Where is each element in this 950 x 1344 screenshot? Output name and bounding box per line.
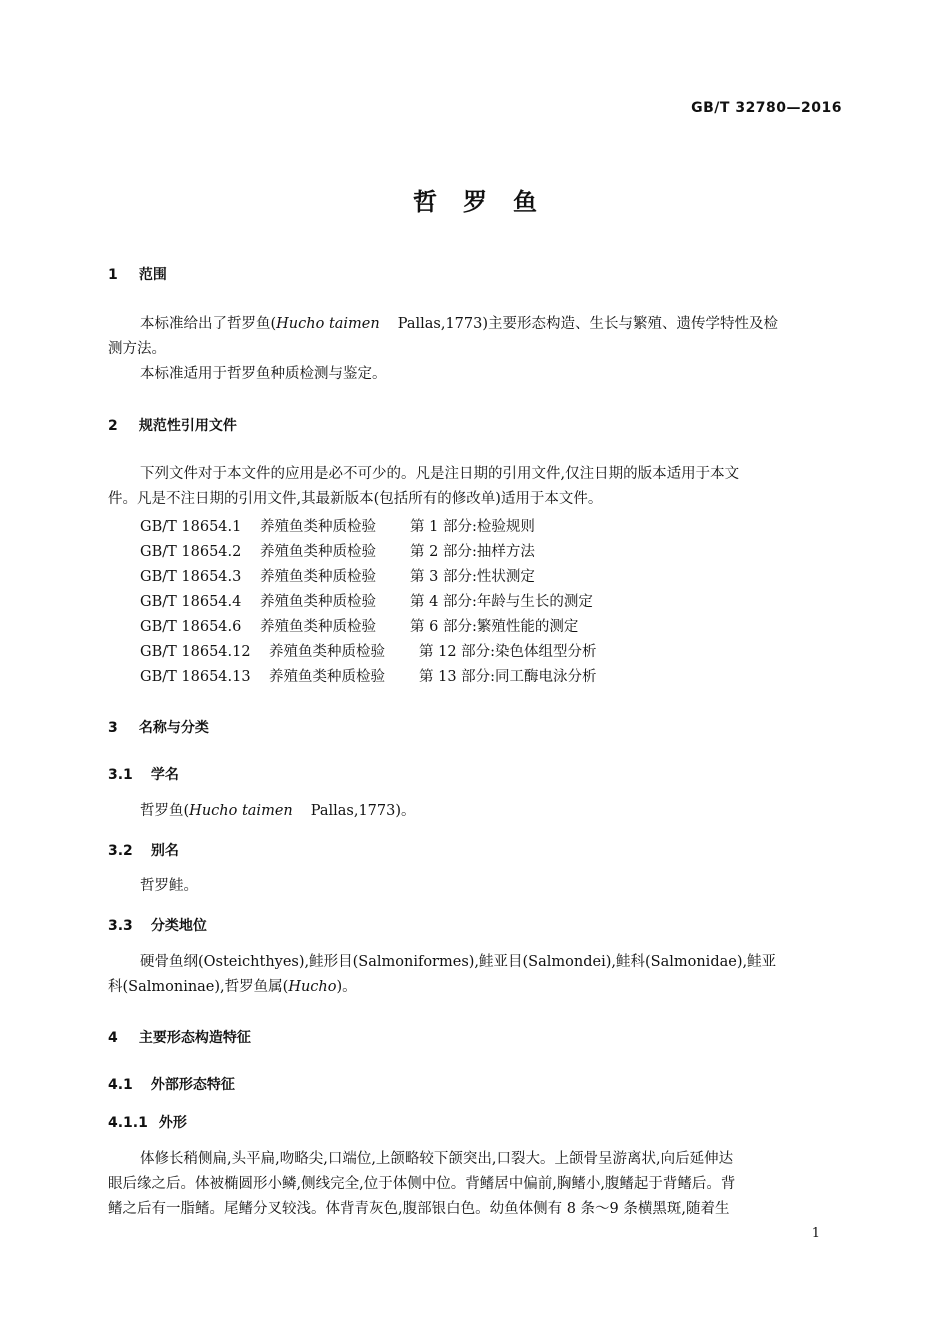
species-name: Hucho taimen	[276, 316, 380, 332]
reference-item	[140, 615, 578, 636]
ref-code: GB/T 18654.6	[140, 619, 242, 635]
ref-title: 养殖鱼类种质检验	[260, 594, 376, 610]
section-2-heading	[108, 415, 237, 435]
references-intro-line2: 件。凡是不注日期的引用文件,其最新版本(包括所有的修改单)适用于本文件。	[108, 491, 603, 507]
section-number: 1	[108, 267, 118, 283]
ref-part: 第 13 部分:同工酶电泳分析	[419, 669, 597, 685]
ref-part: 第 12 部分:染色体组型分析	[419, 644, 597, 660]
species-name: Hucho taimen	[189, 803, 293, 819]
text: Pallas,1773)。	[310, 803, 416, 819]
scientific-name-text	[140, 799, 416, 824]
ref-code: GB/T 18654.4	[140, 594, 242, 610]
text: 哲罗鱼(	[140, 803, 190, 819]
morphology-line2: 眼后缘之后。体被椭圆形小鳞,侧线完全,位于体侧中位。背鳍居中偏前,胸鳍小,腹鳍起于背鳍后。背	[108, 1176, 736, 1192]
section-number: 3.1	[108, 767, 133, 783]
section-title: 主要形态构造特征	[138, 1030, 251, 1046]
reference-item	[140, 540, 535, 561]
section-4-heading	[108, 1027, 251, 1047]
section-number: 3.2	[108, 843, 133, 859]
section-number: 2	[108, 418, 118, 434]
ref-title: 养殖鱼类种质检验	[260, 519, 376, 535]
scope-paragraph-line1	[140, 312, 778, 337]
section-title: 分类地位	[150, 918, 207, 934]
taxonomy-line1: 硬骨鱼纲(Osteichthyes),鲑形目(Salmoniformes),鲑亚目(Salmondei),鲑科(Salmonidae),鲑亚	[140, 954, 777, 970]
reference-item	[140, 640, 597, 661]
reference-item	[140, 565, 535, 586]
page-title: 哲罗鱼	[413, 188, 563, 216]
ref-part: 第 2 部分:抽样方法	[410, 544, 535, 560]
page-number: 1	[811, 1226, 820, 1241]
reference-item	[140, 665, 597, 686]
genus-name: Hucho	[288, 979, 337, 995]
section-number: 4	[108, 1030, 118, 1046]
ref-part: 第 3 部分:性状测定	[410, 569, 535, 585]
ref-code: GB/T 18654.3	[140, 569, 242, 585]
ref-title: 养殖鱼类种质检验	[260, 544, 376, 560]
morphology-line3: 鳍之后有一脂鳍。尾鳍分叉较浅。体背青灰色,腹部银白色。幼鱼体侧有 8 条～9 条横黑斑,随着生	[108, 1201, 730, 1217]
section-3-2-heading	[108, 840, 179, 860]
section-title: 规范性引用文件	[138, 418, 237, 434]
section-3-1-heading	[108, 764, 179, 784]
scope-paragraph-2: 本标准适用于哲罗鱼种质检测与鉴定。	[140, 366, 387, 382]
standard-code: GB/T 32780—2016	[691, 100, 842, 116]
section-title: 外形	[158, 1115, 187, 1131]
section-number: 3.3	[108, 918, 133, 934]
reference-item	[140, 515, 535, 536]
reference-item	[140, 590, 593, 611]
references-intro-line1: 下列文件对于本文件的应用是必不可少的。凡是注日期的引用文件,仅注日期的版本适用于本文	[140, 466, 740, 482]
ref-title: 养殖鱼类种质检验	[260, 619, 376, 635]
section-title: 范围	[138, 267, 167, 283]
section-title: 别名	[150, 843, 179, 859]
section-number: 4.1	[108, 1077, 133, 1093]
section-number: 4.1.1	[108, 1115, 148, 1131]
scope-paragraph-line2: 测方法。	[108, 341, 166, 357]
text: 科(Salmoninae),哲罗鱼属(	[108, 979, 289, 995]
alias-text: 哲罗鲑。	[140, 878, 198, 894]
ref-code: GB/T 18654.12	[140, 644, 251, 660]
ref-code: GB/T 18654.13	[140, 669, 251, 685]
section-3-heading	[108, 717, 209, 737]
ref-title: 养殖鱼类种质检验	[260, 569, 376, 585]
section-4-1-1-heading	[108, 1112, 187, 1132]
text: 本标准给出了哲罗鱼(	[140, 316, 277, 332]
text: )。	[336, 979, 357, 995]
section-4-1-heading	[108, 1074, 235, 1094]
section-title: 学名	[150, 767, 179, 783]
taxonomy-line2	[108, 975, 357, 1000]
ref-title: 养殖鱼类种质检验	[269, 669, 385, 685]
text: Pallas,1773)主要形态构造、生长与繁殖、遗传学特性及检	[397, 316, 778, 332]
ref-title: 养殖鱼类种质检验	[269, 644, 385, 660]
ref-part: 第 4 部分:年龄与生长的测定	[410, 594, 593, 610]
ref-code: GB/T 18654.1	[140, 519, 242, 535]
section-title: 外部形态特征	[150, 1077, 235, 1093]
section-number: 3	[108, 720, 118, 736]
ref-code: GB/T 18654.2	[140, 544, 242, 560]
section-1-heading	[108, 264, 167, 284]
section-3-3-heading	[108, 915, 207, 935]
morphology-line1: 体修长稍侧扁,头平扁,吻略尖,口端位,上颌略较下颌突出,口裂大。上颌骨呈游离状,向后延伸达	[140, 1151, 734, 1167]
section-title: 名称与分类	[138, 720, 209, 736]
ref-part: 第 6 部分:繁殖性能的测定	[410, 619, 579, 635]
ref-part: 第 1 部分:检验规则	[410, 519, 535, 535]
